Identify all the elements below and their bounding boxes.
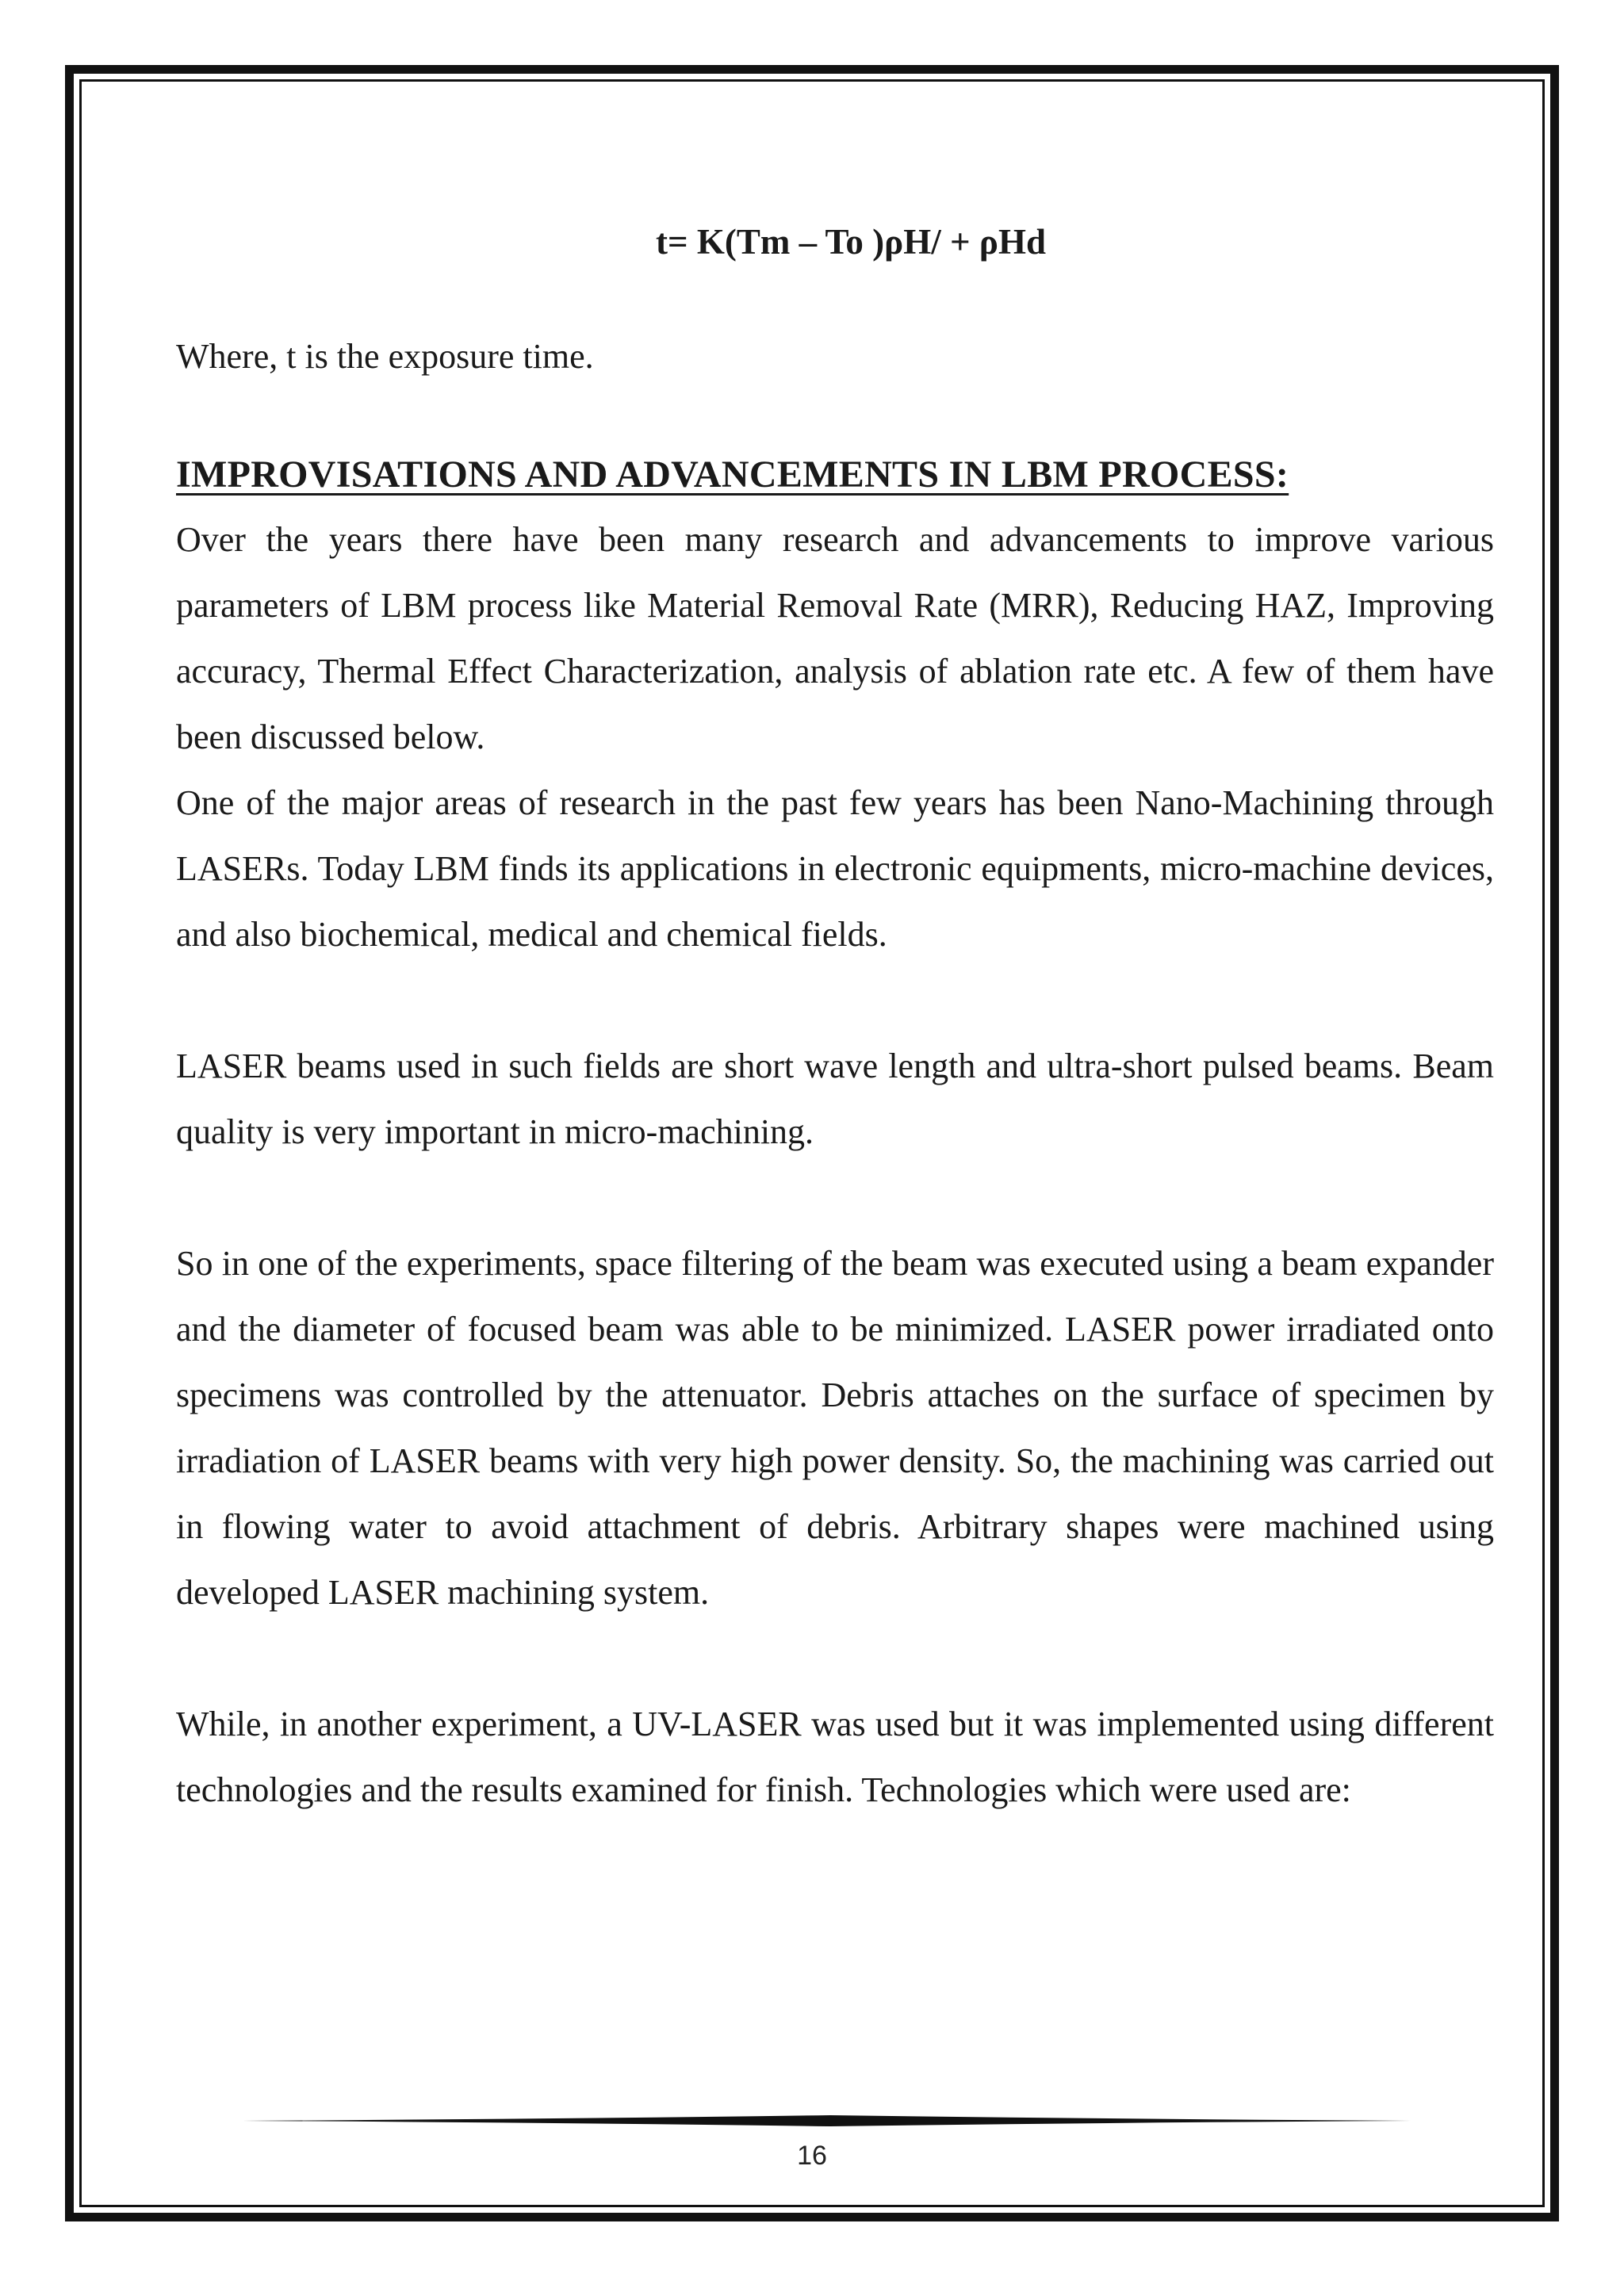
footer-divider — [243, 2114, 1418, 2128]
formula-explanation: Where, t is the exposure time. — [176, 337, 594, 376]
exposure-time-formula: t= K(Tm – To )ρH/ + ρHd — [655, 222, 1046, 262]
page-number: 16 — [797, 2141, 827, 2171]
paragraph-uv-laser-experiment: While, in another experiment, a UV-LASER was used but it was implemented using different technologies and the results examined for finish. Technologies which were used are: — [176, 1705, 1494, 1809]
paragraph-space-filtering-experiment: So in one of the experiments, space filtering of the beam was executed using a beam expander and the diameter of focused beam was able to be minimized. LASER power irradiated onto specimens was controlled by the attenuator. Debris attaches on the surface of specimen by irradiation of LASER beams with very high power density. So, the machining was carried out in flowing water to avoid attachment of debris. Arbitrary shapes were machined using developed LASER machining system. — [176, 1244, 1494, 1612]
paragraph-laser-beams: LASER beams used in such fields are short wave length and ultra-short pulsed beams. Beam quality is very important in micro-machining. — [176, 1047, 1494, 1151]
paragraph-advancements-intro: Over the years there have been many research and advancements to improve various parameters of LBM process like Material Removal Rate (MRR), Reducing HAZ, Improving accuracy, Thermal Effect Characterization, analysis of ablation rate etc. A few of them have been discussed below. — [176, 520, 1494, 756]
section-heading: IMPROVISATIONS AND ADVANCEMENTS IN LBM PROCESS: — [176, 453, 1289, 496]
paragraph-nano-machining: One of the major areas of research in the past few years has been Nano-Machining through LASERs. Today LBM finds its applications in electronic equipments, micro-machine devices, and also biochemical, medical and chemical fields. — [176, 783, 1494, 954]
page-content — [176, 214, 1494, 1823]
